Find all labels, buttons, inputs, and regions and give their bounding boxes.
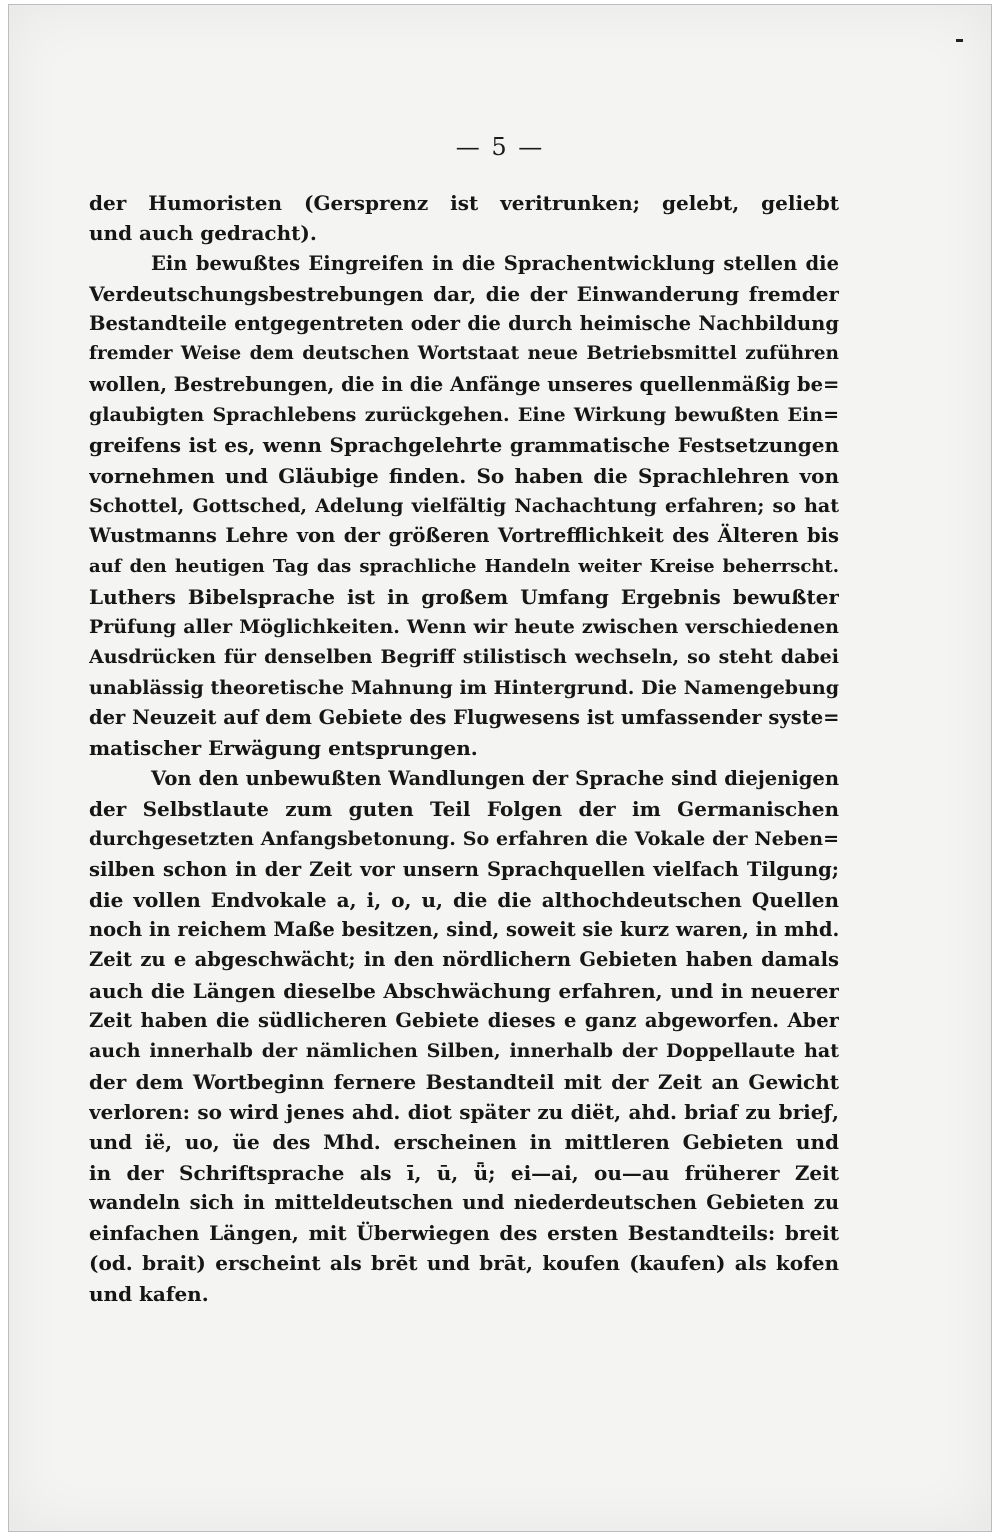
text-line: Luthers Bibelsprache ist in großem Umfang Ergebnis bewußter [89, 584, 839, 609]
text-line: Ein bewußtes Eingreifen in die Sprachentwicklung stellen die [151, 251, 839, 275]
text-line: auf den heutigen Tag das sprachliche Handeln weiter Kreise beherrscht. [89, 555, 839, 577]
text-line: unablässig theoretische Mahnung im Hintergrund. Die Namengebung [89, 676, 839, 699]
text-line: auch innerhalb der nämlichen Silben, innerhalb der Doppellaute hat [89, 1040, 839, 1063]
text-line: wollen, Bestrebungen, die in die Anfänge unseres quellenmäßig be= [89, 372, 839, 396]
text-line: Wustmanns Lehre von der größeren Vortrefflichkeit des Älteren bis [89, 524, 839, 548]
body-text [89, 188, 839, 1309]
text-line: in der Schriftsprache als ī, ū, ǖ; ei—ai, ou—au früherer Zeit [89, 1160, 839, 1185]
page-number: — 5 — [455, 133, 545, 161]
text-line: noch in reichem Maße besitzen, sind, soweit sie kurz waren, in mhd. [89, 918, 839, 942]
text-line: silben schon in der Zeit vor unsern Sprachquellen vielfach Tilgung; [89, 857, 839, 881]
text-line: der Humoristen (Gersprenz ist veritrunken; gelebt, geliebt [89, 191, 839, 215]
text-line: die vollen Endvokale a, i, o, u, die die althochdeutschen Quellen [89, 887, 839, 912]
text-line: vornehmen und Gläubige finden. So haben die Sprachlehren von [89, 463, 839, 488]
text-line: Schottel, Gottsched, Adelung vielfältig Nachachtung erfahren; so hat [89, 494, 839, 517]
text-line: Zeit zu e abgeschwächt; in den nördlichern Gebieten haben damals [89, 948, 839, 972]
text-line: durchgesetzten Anfangsbetonung. So erfahren die Vokale der Neben= [89, 828, 839, 851]
text-line: und ië, uo, üe des Mhd. erscheinen in mittleren Gebieten und [89, 1130, 839, 1155]
text-line: der Neuzeit auf dem Gebiete des Flugwesens ist umfassender syste= [89, 706, 839, 730]
text-line: und auch gedracht). [89, 221, 317, 246]
text-line: Prüfung aller Möglichkeiten. Wenn wir heute zwischen verschiedenen [89, 616, 839, 639]
text-line: verloren: so wird jenes ahd. diot später zu diët, ahd. briaf zu brieƒ, [89, 1099, 839, 1124]
text-line: auch die Längen dieselbe Abschwächung erfahren, und in neuerer [89, 978, 839, 1003]
text-line: greifens ist es, wenn Sprachgelehrte grammatische Festsetzungen [89, 433, 839, 458]
text-line: und kafen. [89, 1281, 209, 1306]
text-line: Von den unbewußten Wandlungen der Sprache sind diejenigen [151, 766, 839, 790]
text-line: matischer Erwägung entsprungen. [89, 736, 478, 761]
text-line: glaubigten Sprachlebens zurückgehen. Eine Wirkung bewußten Ein= [89, 404, 839, 427]
text-line: fremder Weise dem deutschen Wortstaat neue Betriebsmittel zuführen [89, 343, 839, 365]
text-line: Bestandteile entgegentreten oder die durch heimische Nachbildung [89, 312, 839, 336]
text-line: der dem Wortbeginn fernere Bestandteil mit der Zeit an Gewicht [89, 1069, 839, 1094]
text-line: Ausdrücken für denselben Begriff stilistisch wechseln, so steht dabei [89, 646, 839, 669]
book-page [8, 4, 992, 1532]
text-line: Verdeutschungsbestrebungen dar, die der Einwanderung fremder [89, 281, 839, 306]
ink-mark [956, 39, 963, 42]
text-line: (od. brait) erscheint als brēt und brāt, koufen (kaufen) als kofen [89, 1251, 839, 1276]
text-line: der Selbstlaute zum guten Teil Folgen der im Germanischen [89, 796, 839, 821]
text-line: wandeln sich in mitteldeutschen und niederdeutschen Gebieten zu [89, 1190, 839, 1214]
text-line: einfachen Längen, mit Überwiegen des ersten Bestandteils: breit [89, 1221, 839, 1246]
text-line: Zeit haben die südlicheren Gebiete dieses e ganz abgeworfen. Aber [89, 1009, 839, 1033]
